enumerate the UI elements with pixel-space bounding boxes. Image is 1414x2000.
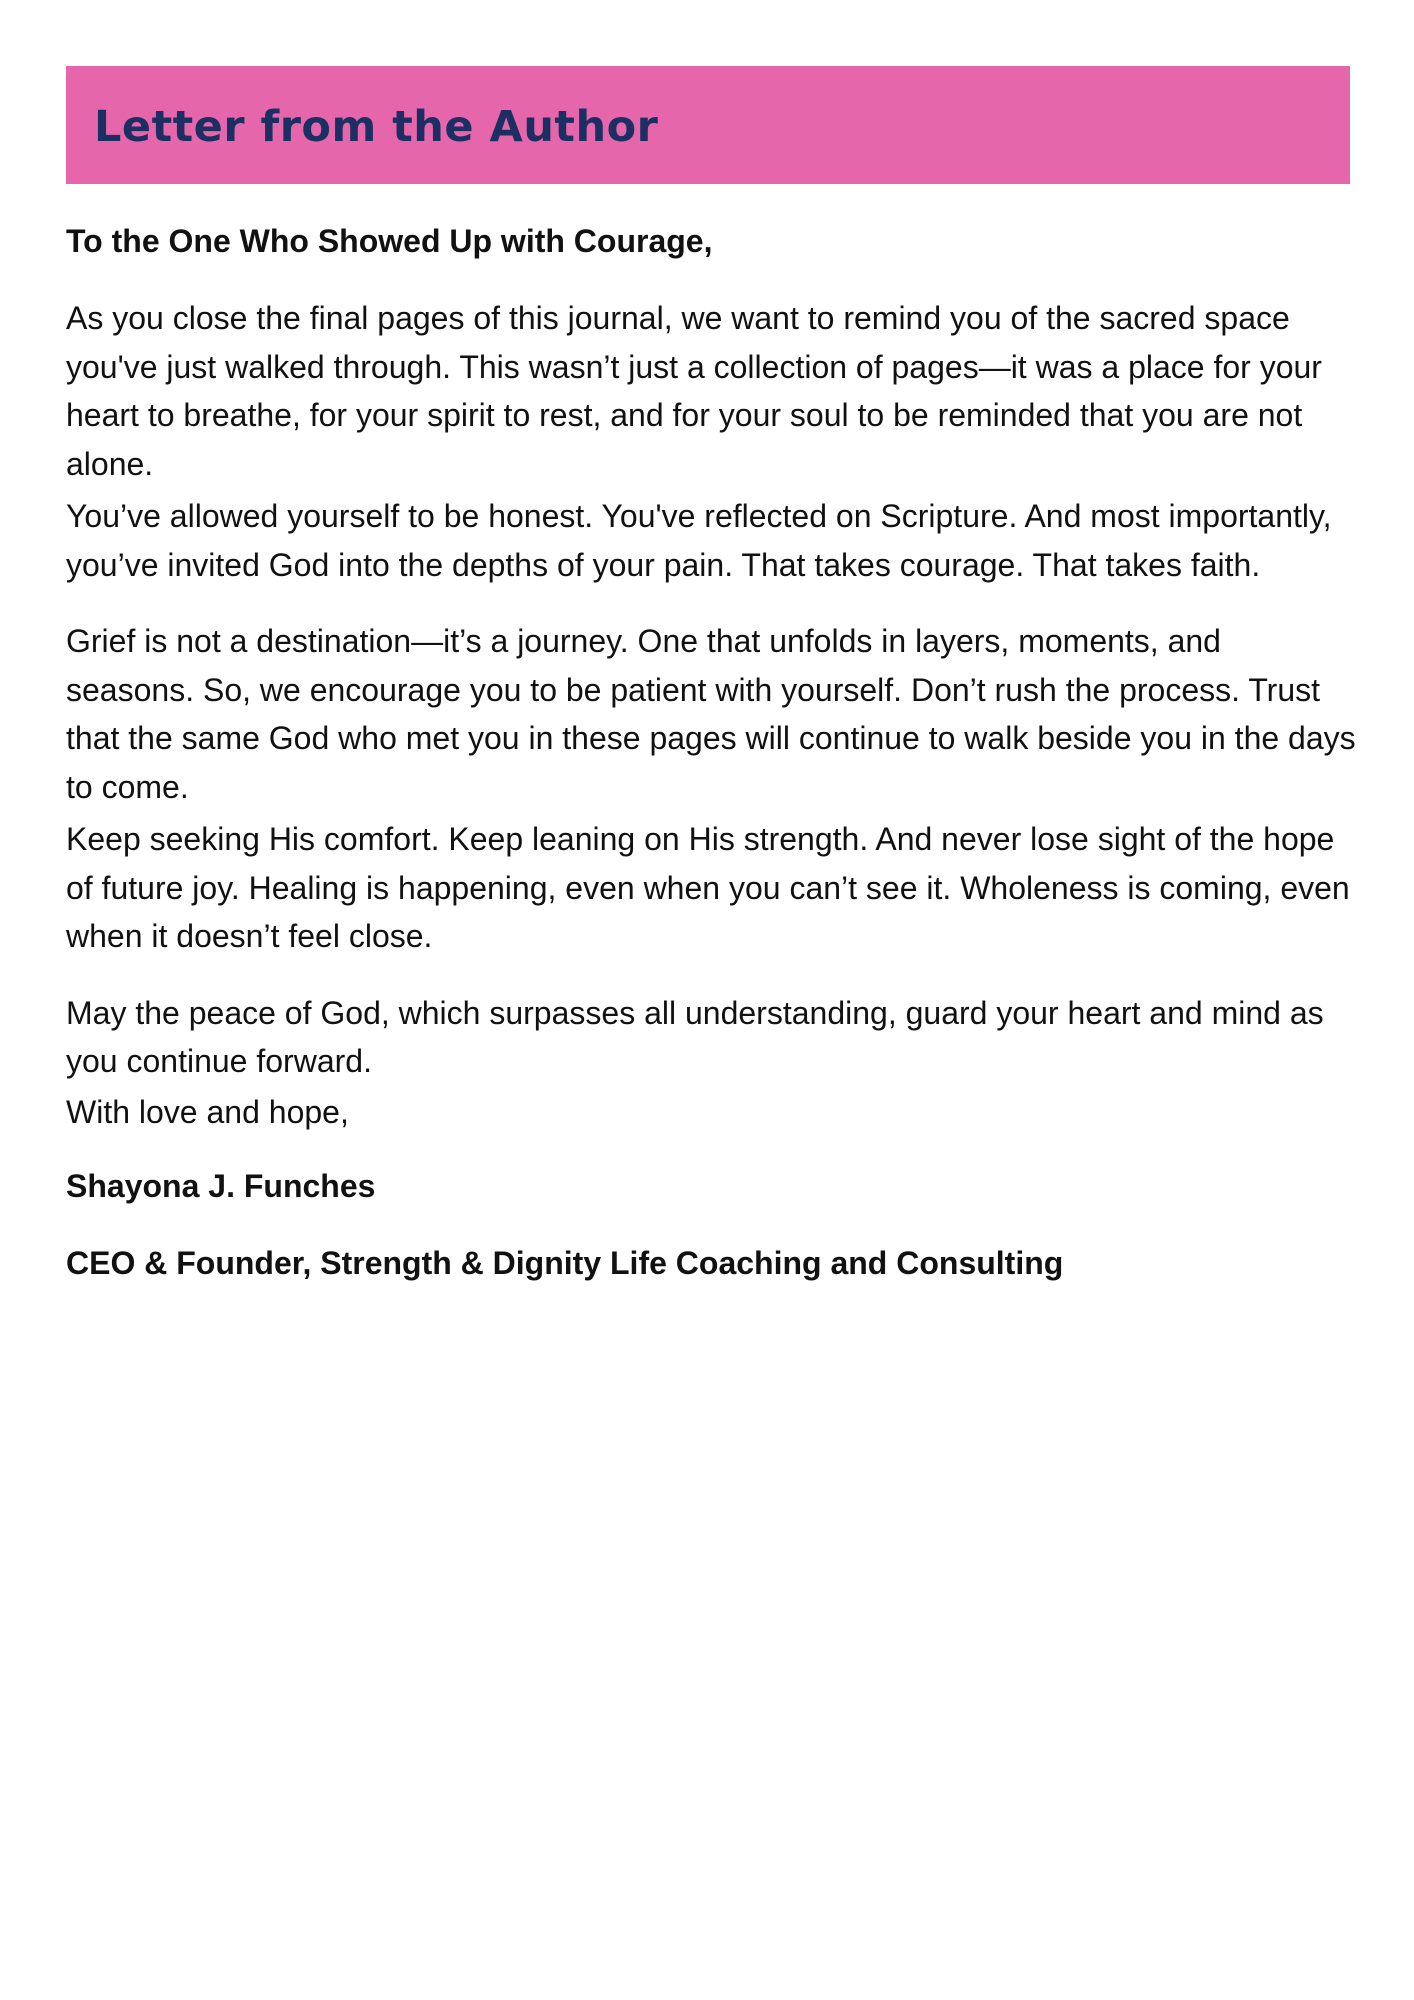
letter-paragraph-1: As you close the final pages of this journal, we want to remind you of the sacred space you've just walked through. This wasn’t just a collection of pages—it was a place for your heart to breathe, for your spirit to rest, and for your soul to be reminded that you are not alone. xyxy=(66,300,1322,482)
salutation: To the One Who Showed Up with Courage, xyxy=(66,223,713,259)
letter-body xyxy=(66,220,1356,1285)
letter-paragraph-4: Keep seeking His comfort. Keep leaning on His strength. And never lose sight of the hope of future joy. Healing is happening, even when you can’t see it. Wholeness is coming, even when it doesn’t feel close. xyxy=(66,821,1350,954)
letter-paragraph-2: You’ve allowed yourself to be honest. You've reflected on Scripture. And most importantly, you’ve invited God into the depths of your pain. That takes courage. That takes faith. xyxy=(66,498,1332,583)
signature-name: Shayona J. Funches xyxy=(66,1167,376,1204)
signature-title: CEO & Founder, Strength & Dignity Life Coaching and Consulting xyxy=(66,1244,1064,1281)
title-banner xyxy=(66,66,1350,184)
closing-line: With love and hope, xyxy=(66,1093,349,1130)
page-title: Letter from the Author xyxy=(94,101,659,152)
letter-paragraph-3: Grief is not a destination—it’s a journey. One that unfolds in layers, moments, and seasons. So, we encourage you to be patient with yourself. Don’t rush the process. Trust that the same God who met you in these pages will continue to walk beside you in the days to come. xyxy=(66,623,1356,805)
letter-paragraph-5: May the peace of God, which surpasses all understanding, guard your heart and mind as you continue forward. xyxy=(66,994,1324,1079)
